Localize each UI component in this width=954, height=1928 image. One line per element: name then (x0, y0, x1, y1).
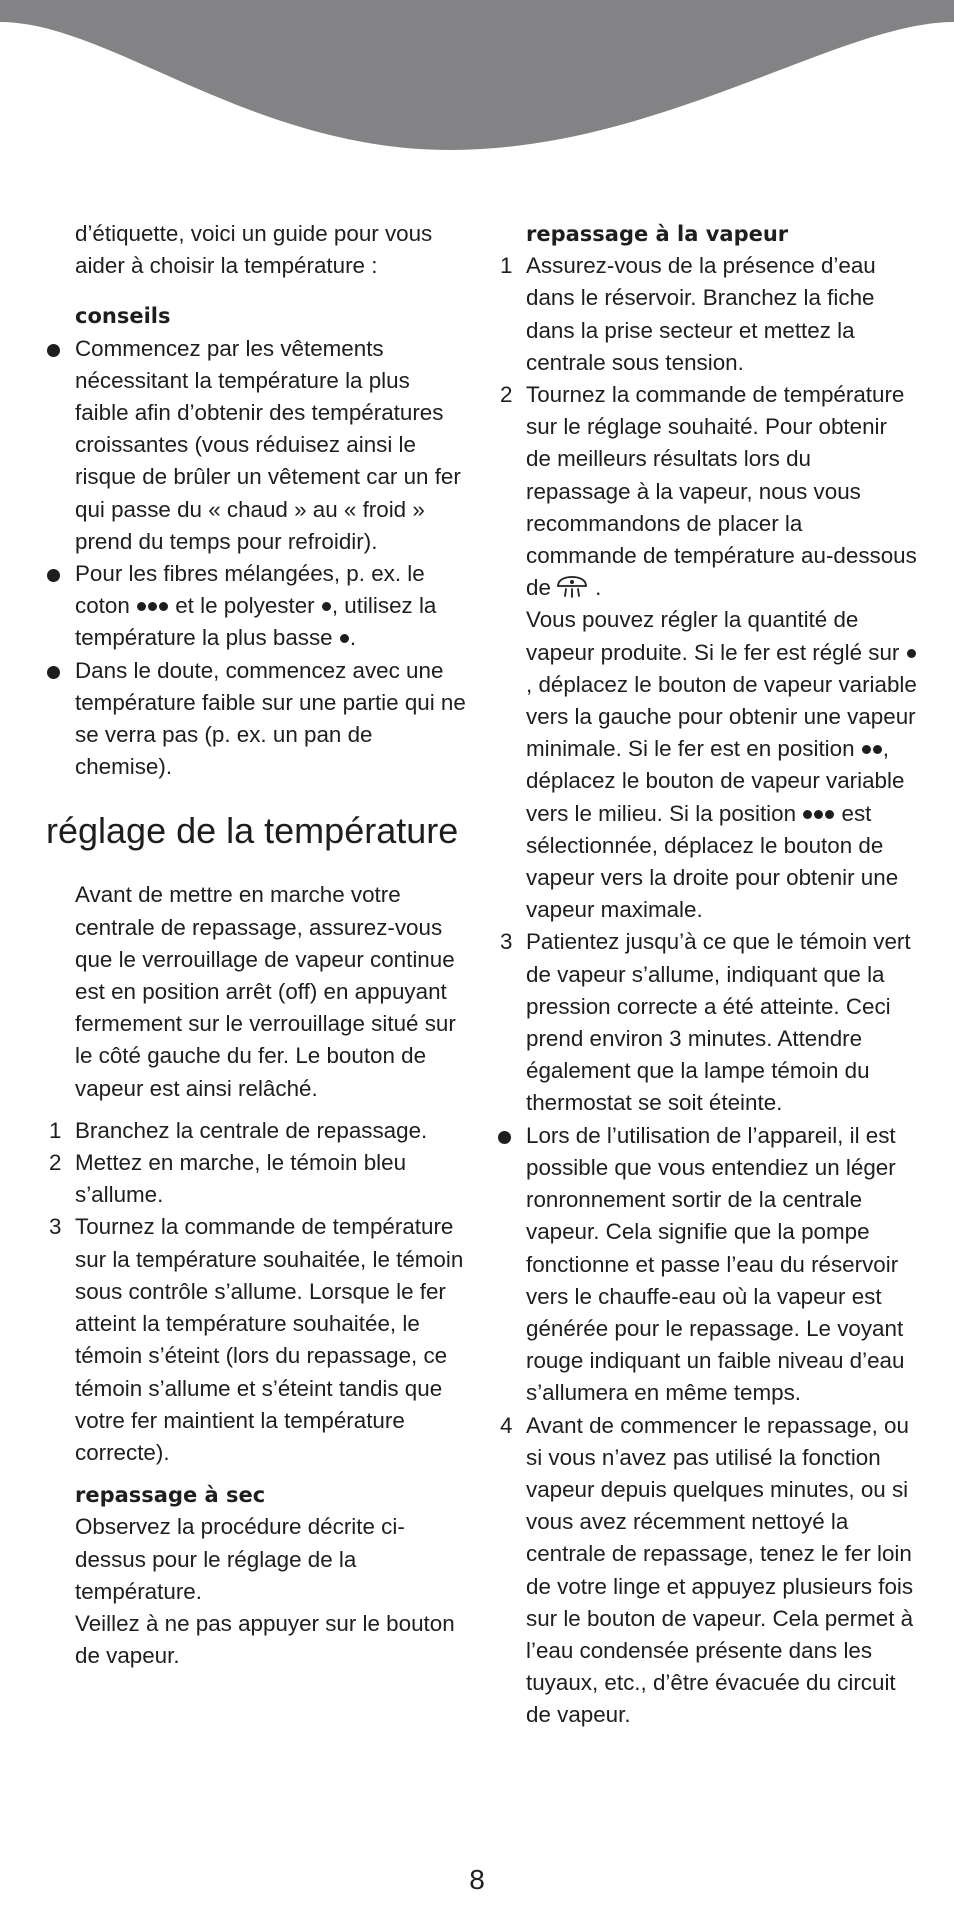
temperature-dots-icon (906, 640, 917, 665)
step-number: 1 (49, 1117, 62, 1143)
step-item (497, 250, 917, 379)
bullet-icon (47, 344, 60, 357)
tip-text: Dans le doute, commencez avec une température faible sur une partie qui ne se verra pas (p. ex. un pan de chemise). (75, 657, 466, 780)
tip-text: Commencez par les vêtements nécessitant la température la plus faible afin d’obtenir des températures croissantes (vous réduisez ainsi le risque de brûler un vêtement car un fer qui passe du « chaud » au « froid » prend du temps pour refroidir). (75, 335, 461, 554)
step-item (46, 1211, 466, 1469)
step-text: Mettez en marche, le témoin bleu s’allume. (75, 1150, 407, 1208)
step-item (497, 1410, 917, 1732)
steam-setting-icon (555, 573, 589, 599)
temperature-dot (825, 810, 834, 819)
bullet-icon (498, 1131, 511, 1144)
temperature-dot (814, 810, 823, 819)
bullet-icon (47, 569, 60, 582)
temperature-dot (340, 634, 349, 643)
temperature-dot (159, 602, 168, 611)
step-text-p2c: , déplacez le bouton de vapeur variable vers le milieu. Si la position (526, 736, 905, 826)
bullet-text: Lors de l’utilisation de l’appareil, il est possible que vous entendiez un léger ronronnement sortir de la centrale vapeur. Cela signifie que la pompe fonctionne et passe l’eau du réservoir vers le chauffe-eau où la vapeur est générée pour le repassage. Le voyant rouge indiquant un faible niveau d’eau s’allumera en même temps. (526, 1122, 905, 1406)
step-item (46, 1147, 466, 1211)
step-text: Assurez-vous de la présence d’eau dans le réservoir. Branchez la fiche dans la prise secteur et mettez la centrale sous tension. (526, 253, 876, 375)
temperature-dots-icon (861, 736, 883, 761)
temperature-dot (137, 602, 146, 611)
step-text-a: Tournez la commande de température sur le réglage souhaité. Pour obtenir de meilleurs résultats lors du repassage à la vapeur, nous vous recommandons de placer la commande de température au-dessous de (526, 382, 917, 601)
step-text-p2a: Vous pouvez régler la quantité de vapeur produite. Si le fer est réglé sur (526, 607, 906, 665)
step-number: 3 (49, 1214, 62, 1240)
step-number: 2 (500, 382, 513, 408)
section-heading: réglage de la température (46, 810, 459, 852)
step-number: 4 (500, 1412, 513, 1438)
temperature-dots-icon (802, 801, 835, 826)
temperature-dot (322, 602, 331, 611)
temperature-dots-icon (339, 625, 350, 650)
tip-text-c: , utilisez la température la plus basse (75, 593, 437, 651)
tip-text-a: Pour les fibres mélangées, p. ex. le coton (75, 561, 425, 619)
steam-ironing-heading: repassage à la vapeur (526, 222, 789, 246)
tip-text-b: et le polyester (169, 593, 321, 619)
bullet-item (497, 1120, 917, 1410)
tip-item (46, 558, 466, 655)
temperature-dots-icon (321, 593, 332, 618)
step-text: Tournez la commande de température sur la température souhaitée, le témoin sous contrôle s’allume. Lorsque le fer atteint la température souhaitée, le témoin s’éteint (lors du repassage, ce témoin s’allume et s’éteint tandis que votre fer maintient la température correcte). (75, 1214, 464, 1465)
step-number: 1 (500, 253, 513, 279)
temperature-dots-icon (136, 593, 169, 618)
step-item (497, 379, 917, 926)
tip-item (46, 333, 466, 558)
left-column (46, 218, 466, 1672)
step-text: Avant de commencer le repassage, ou si vous n’avez pas utilisé la fonction vapeur depuis quelques minutes, ou si vous avez récemment nettoyé la centrale de repassage, tenez le fer loin de votre linge et appuyez plusieurs fois sur le bouton de vapeur. Cela permet à l’eau condensée présente dans les tuyaux, etc., d’être évacuée du circuit de vapeur. (526, 1412, 914, 1728)
temperature-dot (873, 745, 882, 754)
page-number: 8 (469, 1864, 485, 1895)
header-wave-banner (0, 0, 954, 160)
step-item (46, 1115, 466, 1147)
step-item (497, 926, 917, 1119)
step-text: Branchez la centrale de repassage. (75, 1117, 428, 1143)
step-text-p2d: est sélectionnée, déplacez le bouton de vapeur vers la droite pour obtenir une vapeur maximale. (526, 800, 899, 923)
dry-ironing-paragraph: Veillez à ne pas appuyer sur le bouton de vapeur. (75, 1610, 455, 1669)
temperature-dot (862, 745, 871, 754)
step-text-b: . (588, 575, 602, 601)
step-text-p2b: , déplacez le bouton de vapeur variable vers la gauche pour obtenir une vapeur minimale. Si le fer est en position (526, 671, 917, 762)
tip-text-d: . (349, 625, 357, 651)
step-number: 3 (500, 929, 513, 955)
section-intro-paragraph: Avant de mettre en marche votre centrale de repassage, assurez-vous que le verrouillage de vapeur continue est en position arrêt (off) en appuyant fermement sur le verrouillage situé sur le côté gauche du fer. Le bouton de vapeur est ainsi relâché. (75, 882, 456, 1101)
temperature-dot (803, 810, 812, 819)
temperature-dot (907, 649, 916, 658)
bullet-icon (47, 666, 60, 679)
tip-item (46, 655, 466, 784)
step-text: Patientez jusqu’à ce que le témoin vert de vapeur s’allume, indiquant que la pression correcte a été atteinte. Ceci prend environ 3 minutes. Attendre également que la lampe témoin du thermostat se soit éteinte. (526, 929, 911, 1116)
dry-ironing-heading: repassage à sec (75, 1483, 266, 1508)
intro-paragraph: d’étiquette, voici un guide pour vous aider à choisir la température : (75, 221, 433, 279)
step-number: 2 (49, 1150, 62, 1176)
header-wave-shape (0, 0, 954, 150)
right-column (497, 218, 917, 1732)
dry-ironing-paragraph: Observez la procédure décrite ci-dessus pour le réglage de la température. (75, 1514, 405, 1604)
tips-heading: conseils (75, 304, 171, 329)
temperature-dot (148, 602, 157, 611)
